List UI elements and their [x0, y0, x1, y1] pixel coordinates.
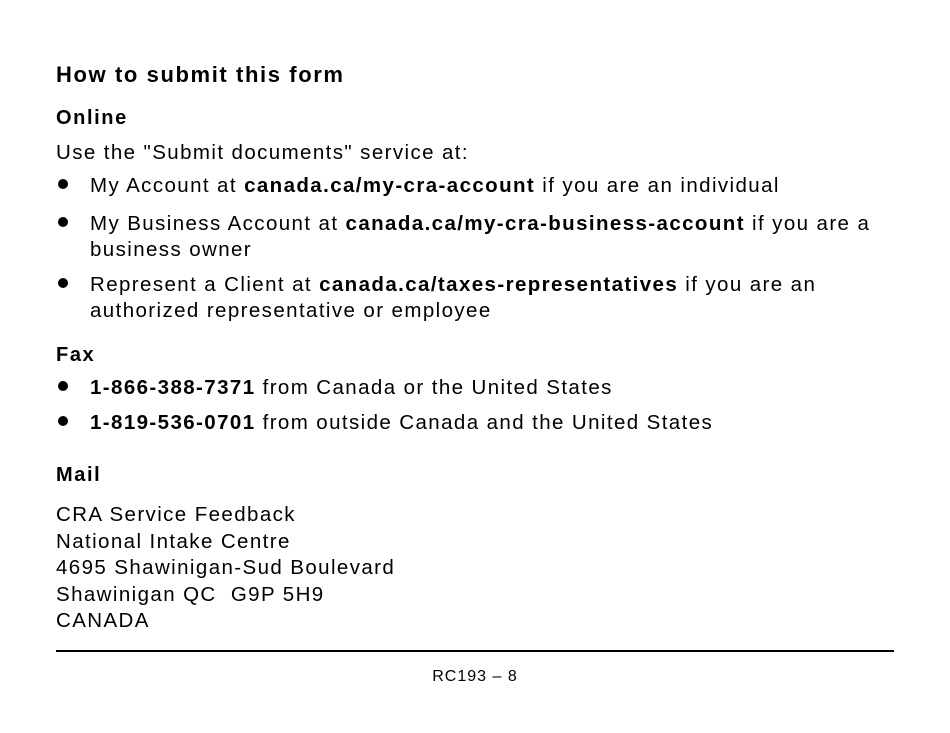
bullet-icon — [58, 179, 68, 189]
online-item-link[interactable]: canada.ca/taxes-representatives — [319, 273, 679, 296]
fax-item-text: from Canada or the United States — [255, 376, 613, 399]
fax-number: 1-866-388-7371 — [90, 376, 256, 399]
online-item-text: if you are a business owner — [90, 212, 871, 261]
address-line: CRA Service Feedback — [56, 503, 296, 526]
fax-number: 1-819-536-0701 — [90, 411, 256, 434]
online-intro: Use the "Submit documents" service at: — [56, 141, 469, 164]
page-number: RC193 – 8 — [432, 668, 518, 685]
fax-heading: Fax — [56, 344, 96, 366]
online-item-text: if you are an authorized representative or employee — [90, 273, 817, 322]
address-line: National Intake Centre — [56, 529, 291, 553]
bullet-icon — [58, 217, 68, 227]
online-item-text: My Account at — [90, 174, 245, 197]
bullet-icon — [58, 381, 68, 391]
page-title: How to submit this form — [56, 62, 345, 87]
mailing-address — [56, 502, 395, 635]
online-item-represent-a-client — [90, 272, 890, 324]
footer-divider — [56, 650, 894, 652]
bullet-icon — [58, 416, 68, 426]
online-heading: Online — [56, 107, 128, 129]
online-item-text: if you are an individual — [535, 174, 780, 197]
mail-heading: Mail — [56, 464, 102, 486]
address-line: 4695 Shawinigan-Sud Boulevard — [56, 556, 396, 579]
bullet-icon — [58, 278, 68, 288]
document-page — [56, 0, 894, 733]
online-item-link[interactable]: canada.ca/my-cra-business-account — [345, 212, 745, 235]
online-item-my-business-account — [90, 211, 890, 263]
fax-item-text: from outside Canada and the United States — [255, 411, 714, 434]
address-line: Shawinigan QC G9P 5H9 — [56, 582, 325, 606]
address-line: CANADA — [56, 609, 150, 632]
fax-item-outside — [90, 410, 890, 436]
online-item-text: My Business Account at — [90, 212, 346, 235]
fax-item-canada-us — [90, 375, 890, 401]
online-item-text: Represent a Client at — [90, 273, 320, 296]
online-item-my-account — [90, 173, 890, 199]
online-item-link[interactable]: canada.ca/my-cra-account — [244, 174, 536, 197]
